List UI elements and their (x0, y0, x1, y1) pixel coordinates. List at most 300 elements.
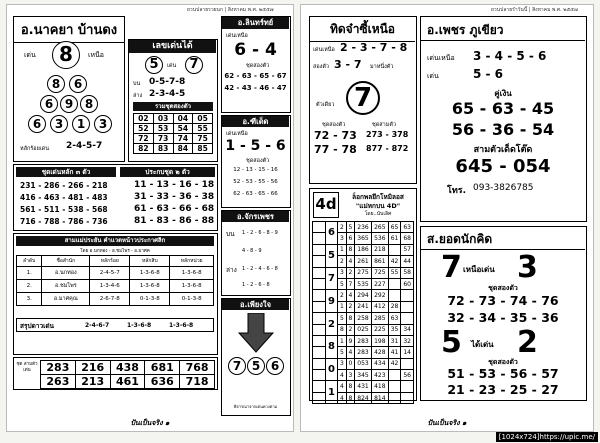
four-d-cell (313, 358, 326, 369)
summary-label: สรุปดาวเด่น (20, 322, 54, 330)
four-d-row (313, 313, 414, 324)
panel-chut-den (13, 164, 218, 231)
four-d-cell (313, 324, 326, 335)
grid-cell: 03 (153, 114, 173, 124)
four-d-cell (401, 301, 414, 312)
line2-label: ล่าง (133, 93, 143, 99)
digit-2: 7 (185, 56, 203, 74)
tel-label: โทร. (447, 186, 467, 196)
four-d-cell: 2 (346, 324, 354, 335)
four-d-cell (401, 358, 414, 369)
panel-yod-nak-kid (420, 226, 587, 401)
four-d-cell (313, 347, 326, 358)
grid-cell: 72 (134, 134, 154, 144)
panel-subtitle: "แม่หกบน 4D" (355, 202, 401, 210)
four-d-cell: 365 (355, 233, 372, 244)
row-value: 2 - 3 - 7 - 8 (340, 41, 408, 54)
four-d-cell: 186 (355, 244, 372, 255)
pair-row: 51 - 53 - 56 - 57 (447, 366, 559, 381)
footnote-label: หลักร้อยเด่น (20, 146, 50, 152)
right-page-header: ยวนปลายรำวันนี้ | สิงหาคม พ.ศ. ๒๕๕๗ (491, 7, 578, 13)
panel-ti-ded (221, 115, 291, 208)
four-d-cell (388, 278, 401, 289)
four-d-cell (388, 392, 401, 403)
four-d-cell: 2 (338, 222, 346, 233)
mid-label: ได้เด่น (471, 340, 494, 349)
four-d-cell: 35 (388, 324, 401, 335)
panel-subtitle: โดย อ.นกทอง - อ.ชมไพร - อ.มาศค (80, 249, 150, 254)
four-d-digit: 1 (325, 381, 338, 404)
grid-cell: 52 (134, 124, 154, 134)
single-digit: 7 (346, 81, 380, 115)
right-page (300, 4, 594, 432)
four-d-cell: 283 (355, 335, 372, 346)
four-d-cell: 814 (371, 392, 388, 403)
row-value: 1 - 2 - 4 - 6 - 8 (242, 266, 278, 272)
cell: อ.ชมไพร (42, 280, 90, 293)
four-d-cell: 42 (388, 358, 401, 369)
mid-label: เด่น (167, 63, 177, 69)
panel-title: อ.จักรเพชร (222, 211, 289, 222)
four-d-cell: 535 (355, 278, 372, 289)
col-header: หลักหน่วย (170, 256, 214, 267)
line1-label: บน (133, 81, 141, 87)
pair-row: 62 - 63 - 65 - 67 (224, 72, 287, 80)
big-digit: 3 (517, 250, 538, 285)
four-d-cell (401, 313, 414, 324)
pair-row: 31 - 33 - 36 - 38 (134, 192, 215, 202)
four-d-cell: 28 (388, 301, 401, 312)
four-d-digit: 0 (325, 358, 338, 381)
four-d-cell: 258 (355, 313, 372, 324)
big-digit: 5 (441, 325, 462, 360)
four-d-cell: 0 (346, 358, 354, 369)
four-d-cell (388, 290, 401, 301)
four-d-cell: 65 (388, 222, 401, 233)
pair-row: 81 - 83 - 86 - 88 (134, 216, 215, 226)
row-label: ล่าง (226, 266, 237, 274)
col-header: ลำดับ (17, 256, 42, 267)
four-d-digit: 8 (325, 335, 338, 358)
four-d-cell: 31 (388, 335, 401, 346)
set-value: 438 (110, 361, 145, 375)
watermark: [1024x724]https://upic.me/ (496, 432, 598, 442)
left-page-header: ยวนปลายรวยนก | สิงหาคม พ.ศ. ๒๕๕๗ (187, 7, 274, 13)
triple-value: 273 - 378 (366, 130, 409, 139)
four-d-cell: 292 (371, 290, 388, 301)
panel-author: โดย..นับเลิศ (364, 211, 392, 217)
four-d-row (313, 290, 414, 301)
grid-cell: 54 (173, 124, 193, 134)
summary-value: 1-3-6-8 (127, 322, 152, 329)
pair-row: 52 - 53 - 55 - 56 (233, 179, 278, 185)
four-d-cell: 225 (371, 324, 388, 335)
four-d-cell: 1 (338, 301, 346, 312)
four-d-cell: 275 (355, 267, 372, 278)
big-digit: 2 (517, 325, 538, 360)
panel-title: ล็อกพลยึกโหมิลอส (352, 193, 404, 201)
four-d-cell: 198 (371, 335, 388, 346)
cell: 1. (17, 267, 42, 280)
triangle-digit: 6 (28, 115, 46, 133)
four-d-cell: 58 (401, 267, 414, 278)
four-d-cell: 9 (346, 335, 354, 346)
four-d-cell: 345 (355, 370, 372, 381)
four-d-cell: 7 (346, 278, 354, 289)
grid-cell: 74 (173, 134, 193, 144)
triangle-digit: 3 (50, 115, 68, 133)
row-value: 3 - 4 - 5 - 6 (473, 49, 547, 63)
four-d-cell: 283 (355, 347, 372, 358)
sub-label: ชุดสองตัว (246, 63, 270, 69)
set-value: 263 (41, 375, 76, 389)
four-d-cell: 63 (388, 313, 401, 324)
pair-row: 32 - 34 - 35 - 36 (447, 310, 559, 325)
four-d-cell (313, 301, 326, 312)
digit-circle: 6 (266, 357, 284, 375)
lead-label: เด่น (24, 51, 36, 59)
sets-table (40, 360, 215, 389)
triangle-digit: 6 (69, 75, 87, 93)
pair-value: 77 - 78 (314, 143, 357, 156)
four-d-cell: 434 (371, 358, 388, 369)
pair-value: 72 - 73 (314, 129, 357, 142)
panel-phiang-jai (221, 298, 291, 416)
col-header: ชื่อสำนัก (42, 256, 90, 267)
grid-cell: 55 (193, 124, 213, 134)
cell: 1-3-6-8 (170, 280, 214, 293)
pair-row: 72 - 73 - 74 - 76 (447, 293, 559, 308)
cell: 0-1-3-8 (170, 293, 214, 306)
four-d-cell: 60 (401, 278, 414, 289)
triangle-digit: 9 (60, 95, 78, 113)
set-value: 216 (75, 361, 110, 375)
panel-tid-ja (309, 16, 417, 184)
logo-4d: 4d (313, 192, 339, 218)
down-arrow-icon (238, 313, 274, 353)
four-d-cell (313, 313, 326, 324)
triangle-digit: 3 (94, 115, 112, 133)
four-d-row (313, 335, 414, 346)
four-d-cell: 4 (346, 290, 354, 301)
four-d-cell: 68 (401, 233, 414, 244)
sub-label: ชุดสองตัว (488, 284, 518, 292)
three-digit-row: 231 - 286 - 266 - 218 (20, 181, 108, 190)
grid-cell: 04 (173, 114, 193, 124)
four-d-cell (401, 381, 414, 392)
grid-title: รวมชุดสองตัว (133, 102, 213, 111)
row-value: 5 - 6 (473, 67, 504, 81)
four-d-cell: 4 (338, 370, 346, 381)
line1-value: 0-5-7-8 (149, 77, 186, 87)
col-header: หลักสิบ (130, 256, 170, 267)
row-value: 1 - 2 - 6 - 8 (242, 282, 270, 288)
lead-label: เด่นเหนือ (226, 131, 248, 137)
grid-cell: 75 (193, 134, 213, 144)
note: พิจารณาจากเด่นควงตาม (233, 404, 278, 409)
pair-row: 61 - 63 - 66 - 68 (134, 204, 215, 214)
four-d-cell: 2 (346, 301, 354, 312)
four-d-row (313, 222, 414, 233)
bar-pair: ประกบชุด ๒ ตัว (120, 167, 215, 177)
four-d-cell: 418 (371, 381, 388, 392)
four-d-cell: 824 (355, 392, 372, 403)
four-d-cell: 4 (338, 392, 346, 403)
row-side: มาหนึ่งตัว (370, 64, 394, 70)
four-d-table (312, 221, 414, 404)
set-value: 636 (145, 375, 180, 389)
digit-circle: 7 (228, 357, 246, 375)
four-d-digit: 5 (325, 244, 338, 267)
four-d-row (313, 381, 414, 392)
row-value: 1 - 2 - 6 - 8 - 9 (242, 230, 278, 236)
four-d-cell: 236 (355, 222, 372, 233)
three-digit-row: 561 - 511 - 538 - 568 (20, 205, 108, 214)
left-page (6, 4, 294, 432)
panel-title: ทิดจ๋าซี้เหนือ (310, 20, 415, 42)
sub-label: ชุดสองตัว (488, 358, 518, 366)
row-label: บน (226, 230, 235, 238)
tel-value: 093-3826785 (473, 183, 534, 193)
four-d-row (313, 244, 414, 255)
panel-4d (309, 188, 417, 401)
four-d-cell: 2 (338, 256, 346, 267)
four-d-cell (313, 233, 326, 244)
set-value: 461 (110, 375, 145, 389)
grid-cell: 05 (193, 114, 213, 124)
four-d-cell: 4 (338, 381, 346, 392)
four-d-cell (313, 278, 326, 289)
four-d-cell: 4 (346, 347, 354, 358)
panel-nakaya (13, 16, 125, 162)
four-d-cell: 725 (371, 267, 388, 278)
four-d-cell (313, 256, 326, 267)
pair-label: ชุดสองตัว (322, 122, 346, 128)
grid-cell: 85 (193, 144, 213, 154)
four-d-cell: 34 (401, 324, 414, 335)
panel-lek-den (128, 39, 218, 162)
divider (421, 40, 585, 41)
four-d-cell (401, 392, 414, 403)
triangle-digit: 8 (47, 75, 65, 93)
cell: 3. (17, 293, 42, 306)
grid-cell: 83 (153, 144, 173, 154)
four-d-cell (388, 244, 401, 255)
three-value: 645 - 054 (455, 156, 551, 177)
four-d-cell: 5 (338, 313, 346, 324)
pair-row: 62 - 63 - 65 - 66 (233, 191, 278, 197)
four-d-cell: 261 (355, 256, 372, 267)
col-header: หลักร้อย (90, 256, 130, 267)
sets-label: ชุด สามตัวเด่น (16, 362, 38, 373)
pair-grid (133, 113, 213, 154)
panel-sam-mae (13, 233, 218, 355)
four-d-digit: 9 (325, 290, 338, 313)
four-d-cell: 5 (338, 347, 346, 358)
four-d-cell: 32 (401, 335, 414, 346)
pair-row: 11 - 13 - 16 - 18 (134, 180, 215, 190)
four-d-cell: 218 (371, 244, 388, 255)
lead-label: เด่นเหนือ (226, 33, 248, 39)
digit-1: 5 (145, 56, 163, 74)
four-d-cell (313, 244, 326, 255)
grid-cell: 84 (173, 144, 193, 154)
four-d-cell: 5 (346, 222, 354, 233)
panel-phet (420, 16, 587, 222)
pair-row: 65 - 63 - 45 (451, 99, 555, 118)
panel-title: อ.ฑีเด็ด (222, 116, 289, 127)
pair-row: 42 - 43 - 46 - 47 (224, 84, 287, 92)
four-d-cell: 241 (355, 301, 372, 312)
lead-value: 1 - 5 - 6 (225, 138, 286, 154)
panel-lin (221, 16, 291, 113)
table-row (17, 293, 214, 306)
four-d-row (313, 358, 414, 369)
four-d-cell (313, 392, 326, 403)
left-page-footer: ปันเป็นจริง ๑ (130, 419, 170, 427)
four-d-cell: 1 (338, 244, 346, 255)
cell: 1-3-6-8 (170, 267, 214, 280)
sub-label: คู่เงิน (494, 89, 512, 98)
triangle-digit: 8 (80, 95, 98, 113)
mid-label: เหนือเด่น (463, 265, 495, 274)
row-label: สองตัว (313, 64, 330, 70)
four-d-cell: 61 (388, 233, 401, 244)
panel-chak-phet (221, 210, 291, 296)
four-d-cell (388, 381, 401, 392)
set-value: 718 (180, 375, 215, 389)
four-d-cell: 2 (338, 290, 346, 301)
four-d-cell (313, 381, 326, 392)
cell: 1-3-6-8 (130, 267, 170, 280)
four-d-cell (313, 290, 326, 301)
row-value: 3 - 7 (334, 58, 362, 71)
cell: อ.มาศคุณ (42, 293, 90, 306)
four-d-cell: 423 (371, 370, 388, 381)
lead-digit: 8 (52, 41, 80, 69)
pair-row: 21 - 23 - 25 - 27 (447, 382, 559, 397)
four-d-cell: 536 (371, 233, 388, 244)
four-d-cell: 053 (355, 358, 372, 369)
four-d-cell: 025 (355, 324, 372, 335)
right-page-footer: ปันเป็นจริง ๑ (427, 419, 467, 427)
four-d-cell: 861 (371, 256, 388, 267)
four-d-cell (313, 335, 326, 346)
cell: 0-1-3-8 (130, 293, 170, 306)
bar-three-digit: ชุดเด่นหลัก ๓ ตัว (16, 167, 116, 177)
four-d-cell: 412 (371, 301, 388, 312)
four-d-cell: 431 (355, 381, 372, 392)
panel-title: สามแม่ประยัน คำแวดหน้าวประกาศลิก (16, 236, 214, 246)
four-d-cell: 55 (388, 267, 401, 278)
four-d-row (313, 267, 414, 278)
four-d-cell: 8 (346, 244, 354, 255)
grid-cell: 73 (153, 134, 173, 144)
lead-side: เหนือ (88, 51, 104, 59)
panel-title: อ.เพชร ภูเขียว (427, 23, 504, 37)
four-d-cell: 4 (346, 256, 354, 267)
panel-title: ส.ยอดนักคิด (427, 232, 493, 246)
panel-three-digit-sets (13, 357, 218, 390)
set-value: 768 (180, 361, 215, 375)
four-d-cell: 428 (371, 347, 388, 358)
cell: 2-6-7-8 (90, 293, 130, 306)
panel-title: อ.นาคยา บ้านดง (14, 19, 124, 43)
four-d-cell: 8 (338, 324, 346, 335)
four-d-cell: 41 (388, 347, 401, 358)
four-d-cell: 3 (338, 267, 346, 278)
four-d-cell: 1 (338, 335, 346, 346)
four-d-cell: 14 (401, 347, 414, 358)
row-label: เด่นเหนือ (313, 47, 335, 53)
four-d-cell: 285 (371, 313, 388, 324)
pair-row: 12 - 13 - 15 - 16 (233, 167, 278, 173)
set-value: 213 (75, 375, 110, 389)
four-d-cell: 42 (388, 256, 401, 267)
cell: 2. (17, 280, 42, 293)
cell: 1-3-6-8 (130, 280, 170, 293)
four-d-cell: 294 (355, 290, 372, 301)
digit-circle: 5 (247, 357, 265, 375)
set-value: 283 (41, 361, 76, 375)
grid-cell: 02 (134, 114, 154, 124)
summary-value: 2-4-6-7 (85, 322, 110, 329)
four-d-cell: 8 (346, 313, 354, 324)
panel-title: เลขเด่นได้ (129, 40, 216, 53)
sub-label: ชุดสองตัว (246, 158, 270, 164)
four-d-cell (401, 290, 414, 301)
triple-value: 877 - 872 (366, 144, 409, 153)
four-d-cell: 56 (401, 370, 414, 381)
four-d-cell: 57 (401, 244, 414, 255)
line2-value: 2-3-4-5 (149, 89, 186, 99)
four-d-cell: 227 (371, 278, 388, 289)
lead-value: 6 - 4 (234, 40, 277, 60)
row-label: เด่นเหนือ (427, 54, 455, 62)
four-d-cell (313, 370, 326, 381)
grid-cell: 82 (134, 144, 154, 154)
panel-title: อ.เพียงใจ (222, 299, 289, 310)
four-d-cell: 8 (346, 392, 354, 403)
four-d-digit: 7 (325, 267, 338, 290)
three-digit-row: 416 - 463 - 481 - 483 (20, 193, 108, 202)
four-d-cell: 265 (371, 222, 388, 233)
four-d-cell (313, 267, 326, 278)
four-d-cell: 63 (401, 222, 414, 233)
single-label: ตัวเดียว (316, 102, 335, 108)
master-table (16, 255, 214, 306)
pair-row: 56 - 36 - 54 (451, 120, 555, 139)
four-d-cell: 5 (338, 278, 346, 289)
four-d-digit: 6 (325, 222, 338, 245)
four-d-cell: 2 (346, 267, 354, 278)
summary-value: 1-3-6-8 (169, 322, 194, 329)
three-digit-row: 716 - 788 - 786 - 736 (20, 217, 108, 226)
four-d-cell: 44 (401, 256, 414, 267)
four-d-cell (388, 370, 401, 381)
four-d-cell: 3 (346, 370, 354, 381)
table-row (17, 267, 214, 280)
triangle-digit: 1 (72, 115, 90, 133)
table-row (17, 280, 214, 293)
summary-row (16, 318, 214, 332)
row-value: 4 - 8 - 9 (242, 248, 262, 254)
three-label: สามตัวเด็ดโต๊ด (473, 145, 533, 155)
panel-title: อ.ลินทร์ทย์ (222, 17, 289, 29)
cell: 1-3-4-6 (90, 280, 130, 293)
four-d-cell: 3 (338, 358, 346, 369)
four-d-digit: 2 (325, 313, 338, 336)
